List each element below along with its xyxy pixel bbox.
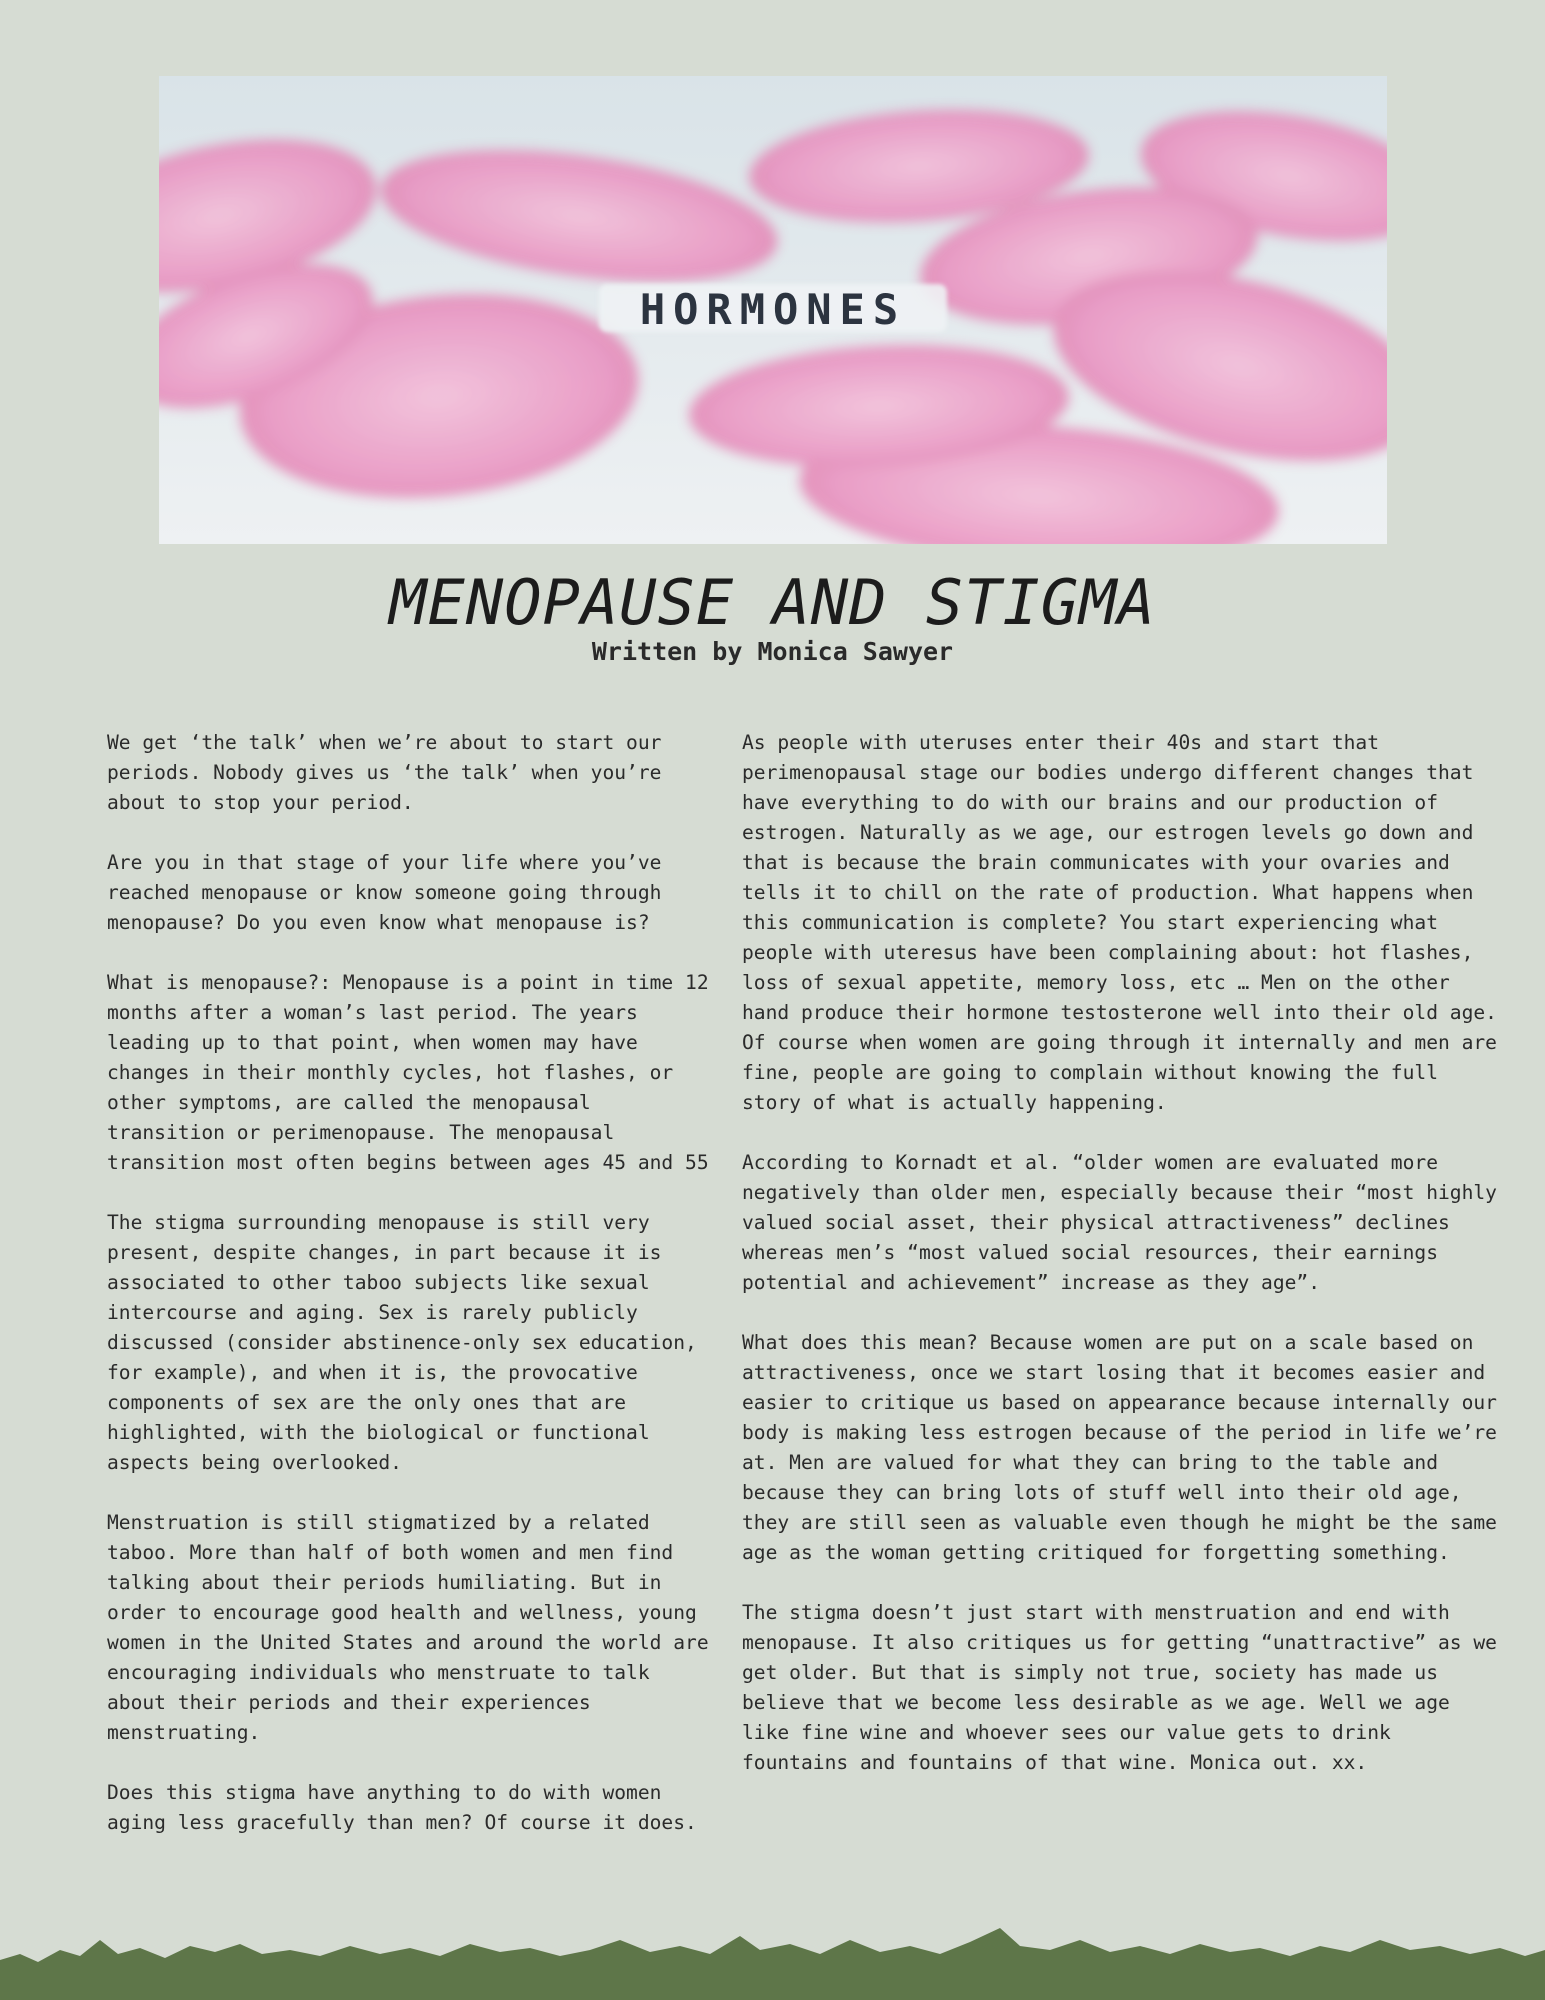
right-column [742,728,1502,1808]
hero-image [159,76,1387,544]
paragraph: What is menopause?: Menopause is a point in time 12 months after a woman’s last period. The years leading up to that point, when women may have changes in their monthly cycles, hot flashes, or other symptoms, are called the menopausal transition or perimenopause. The menopausal transition most often begins between ages 45 and 55 [107,971,709,1174]
paragraph: According to Kornadt et al. “older women are evaluated more negatively than older men, especially because their “most highly valued social asset, their physical attractiveness” declines whereas men’s “most valued social resources, their earnings potential and achievement” increase as they age”. [742,1151,1497,1294]
paragraph: What does this mean? Because women are put on a scale based on attractiveness, once we start losing that it becomes easier and easier to critique us based on appearance because internally our body is making less estrogen because of the period in life we’re at. Men are valued for what they can bring to the table and because they can bring lots of stuff well into their old age, they are still seen as valuable even though he might be the same age as the woman getting critiqued for forgetting something. [742,1331,1497,1564]
paragraph: The stigma surrounding menopause is still very present, despite changes, in part because it is associated to other taboo subjects like sexual intercourse and aging. Sex is rarely publicly discussed (consider abstinence-only sex education, for example), and when it is, the provocative components of sex are the only ones that are highlighted, with the biological or functional aspects being overlooked. [107,1211,697,1474]
article-title: MENOPAUSE AND STIGMA [389,566,1156,639]
paragraph: We get ‘the talk’ when we’re about to start our periods. Nobody gives us ‘the talk’ when you’re about to stop your period. [107,731,662,814]
left-column [107,728,717,1868]
article-byline: Written by Monica Sawyer [591,637,954,666]
paragraph: As people with uteruses enter their 40s and start that perimenopausal stage our bodies undergo different changes that have everything to do with our brains and our production of estrogen. Naturally as we age, our estrogen levels go down and that is because the brain communicates with your ovaries and tells it to chill on the rate of production. What happens when this communication is complete? You start experiencing what people with uteresus have been complaining about: hot flashes, loss of sexual appetite, memory loss, etc … Men on the other hand produce their hormone testosterone well into their old age. Of course when women are going through it internally and men are fine, people are going to complain without knowing the full story of what is actually happening. [742,731,1497,1114]
paragraph: The stigma doesn’t just start with menstruation and end with menopause. It also critiques us for getting “unattractive” as we get older. But that is simply not true, society has made us believe that we become less desirable as we age. Well we age like fine wine and whoever sees our value gets to drink fountains and fountains of that wine. Monica out. xx. [742,1601,1497,1774]
footer-grass-band [0,1910,1545,2000]
paragraph: Are you in that stage of your life where you’ve reached menopause or know someone going through menopause? Do you even know what menopause is? [107,851,662,934]
paragraph: Menstruation is still stigmatized by a related taboo. More than half of both women and men find talking about their periods humiliating. But in order to encourage good health and wellness, young women in the United States and around the world are encouraging individuals who menstruate to talk about their periods and their experiences menstruating. [107,1511,709,1744]
paragraph: Does this stigma have anything to do with women aging less gracefully than men? Of course it does. [107,1781,697,1834]
hero-image-text: HORMONES [639,285,907,334]
rose-petals-photo [159,76,1387,544]
